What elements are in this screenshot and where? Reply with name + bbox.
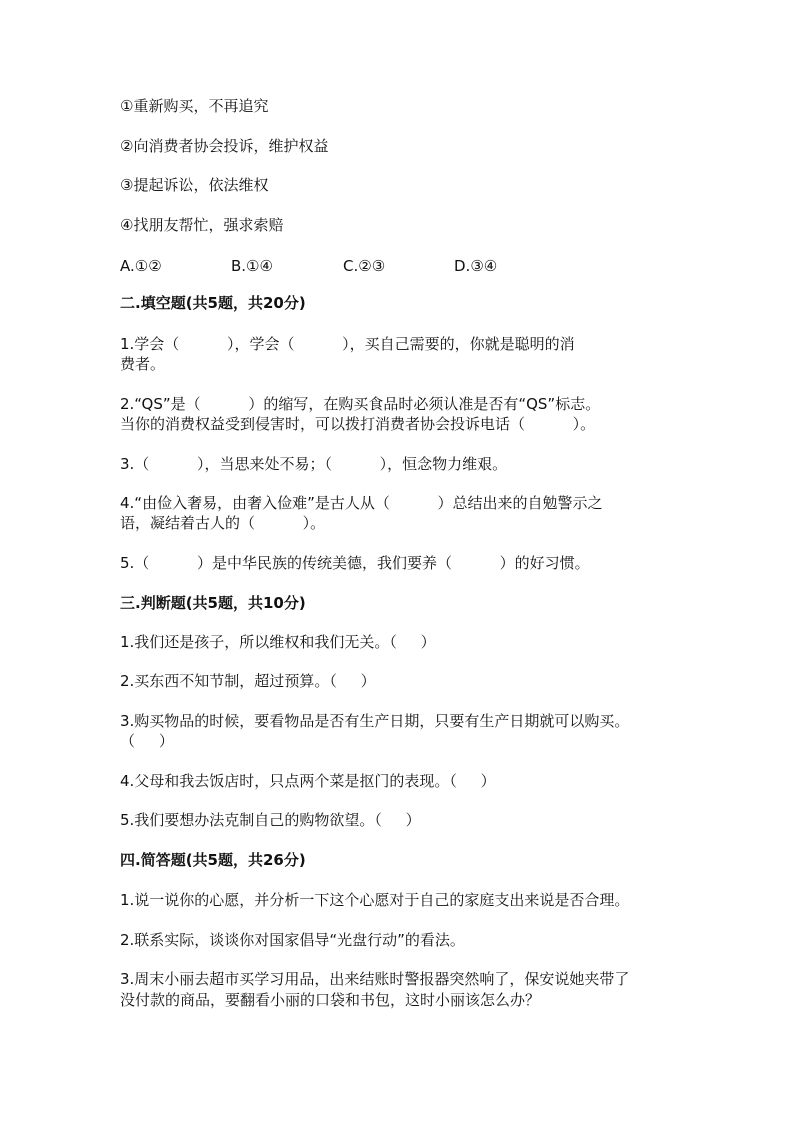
choice-item-3: ③提起诉讼，依法维权 (120, 176, 269, 194)
fill-blank-q4-line1: 4.“由俭入奢易，由奢入俭难”是古人从（ ）总结出来的自勉警示之 (120, 494, 603, 512)
fill-blank-q2-line1: 2.“QS”是（ ）的缩写，在购买食品时必须认准是否有“QS”标志。 (120, 395, 601, 413)
option-c: C.②③ (343, 257, 386, 275)
choice-item-4: ④找朋友帮忙，强求索赔 (120, 216, 284, 234)
section-heading-judgement: 三.判断题(共5题，共10分) (120, 594, 306, 612)
answer-options (120, 256, 640, 276)
short-answer-q3-line1: 3.周末小丽去超市买学习用品，出来结账时警报器突然响了，保安说她夹带了 (120, 970, 630, 988)
judgement-q3-line1: 3.购买物品的时候，要看物品是否有生产日期，只要有生产日期就可以购买。 (120, 712, 630, 730)
judgement-q1: 1.我们还是孩子，所以维权和我们无关。（ ） (120, 633, 436, 651)
short-answer-q3-line2: 没付款的商品，要翻看小丽的口袋和书包，这时小丽该怎么办？ (120, 991, 541, 1009)
short-answer-q1: 1.说一说你的心愿，并分析一下这个心愿对于自己的家庭支出来说是否合理。 (120, 891, 630, 909)
option-a: A.①② (120, 257, 162, 275)
fill-blank-q1-line1: 1.学会（ ），学会（ ），买自己需要的，你就是聪明的消 (120, 335, 575, 353)
fill-blank-q4-line2: 语，凝结着古人的（ ）。 (120, 514, 326, 532)
section-heading-fill-blank: 二.填空题(共5题，共20分) (120, 294, 306, 312)
judgement-q4: 4.父母和我去饭店时，只点两个菜是抠门的表现。（ ） (120, 772, 496, 790)
fill-blank-q2-line2: 当你的消费权益受到侵害时，可以拨打消费者协会投诉电话（ ）。 (120, 415, 596, 433)
judgement-q2: 2.买东西不知节制，超过预算。（ ） (120, 672, 376, 690)
choice-item-2: ②向消费者协会投诉，维护权益 (120, 137, 329, 155)
option-b: B.①④ (231, 257, 273, 275)
judgement-q3-line2: （ ） (120, 732, 174, 750)
short-answer-q2: 2.联系实际，谈谈你对国家倡导“光盘行动”的看法。 (120, 931, 465, 949)
fill-blank-q1-line2: 费者。 (120, 355, 166, 373)
choice-item-1: ①重新购买，不再追究 (120, 97, 269, 115)
section-heading-short-answer: 四.简答题(共5题，共26分) (120, 851, 306, 869)
fill-blank-q5: 5.（ ）是中华民族的传统美德，我们要养（ ）的好习惯。 (120, 554, 590, 572)
option-d: D.③④ (454, 257, 498, 275)
fill-blank-q3: 3.（ ），当思来处不易；（ ），恒念物力维艰。 (120, 455, 508, 473)
judgement-q5: 5.我们要想办法克制自己的购物欲望。（ ） (120, 811, 421, 829)
